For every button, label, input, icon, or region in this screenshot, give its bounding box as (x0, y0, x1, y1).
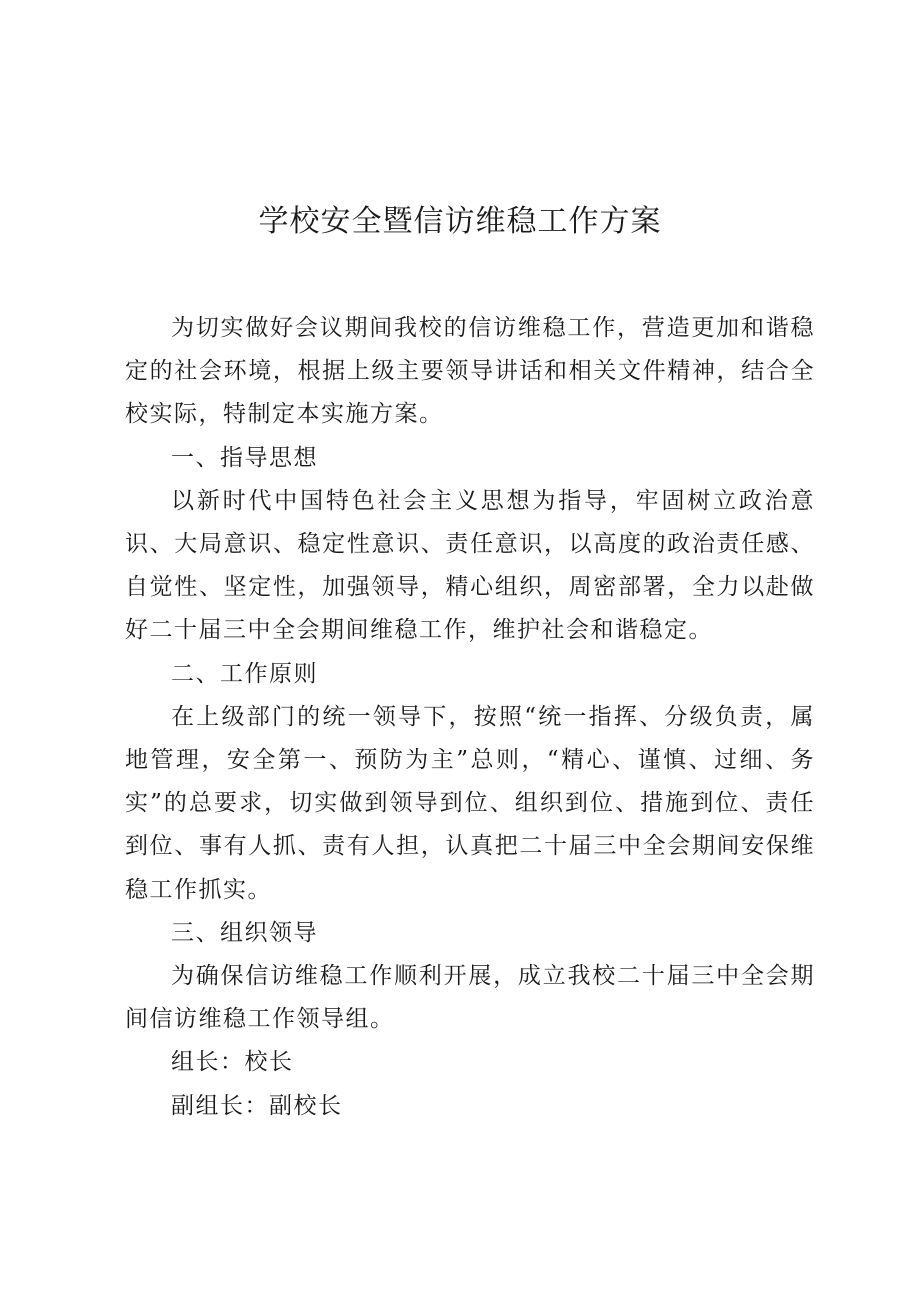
document-title: 学校安全暨信访维稳工作方案 (258, 204, 662, 239)
leader-line: 组长：校长 (171, 1049, 294, 1076)
section-heading-guiding-ideology: 一、指导思想 (171, 444, 318, 471)
section-text-work-principles: 在上级部门的统一领导下，按照“统一指挥、分级负责，属地管理，安全第一、预防为主”总则，“精心、谨慎、过细、务实”的总要求，切实做到领导到位、组织到位、措施到位、责任到位、事有人抓、责有人担，认真把二十届三中全会期间安保维稳工作抓实。 (125, 703, 815, 903)
section-text-guiding-ideology: 以新时代中国特色社会主义思想为指导，牢固树立政治意识、大局意识、稳定性意识、责任意识，以高度的政治责任感、自觉性、坚定性，加强领导，精心组织，周密部署，全力以赴做好二十届三中全会期间维稳工作，维护社会和谐稳定。 (125, 487, 815, 644)
section-heading-work-principles: 二、工作原则 (171, 660, 318, 687)
intro-paragraph: 为切实做好会议期间我校的信访维稳工作，营造更加和谐稳定的社会环境，根据上级主要领导讲话和相关文件精神，结合全校实际，特制定本实施方案。 (125, 315, 815, 428)
document-body (125, 307, 815, 1128)
section-text-organization: 为确保信访维稳工作顺利开展，成立我校二十届三中全会期间信访维稳工作领导组。 (125, 963, 815, 1033)
section-heading-organization: 三、组织领导 (171, 919, 318, 946)
deputy-leader-line: 副组长：副校长 (171, 1092, 343, 1119)
